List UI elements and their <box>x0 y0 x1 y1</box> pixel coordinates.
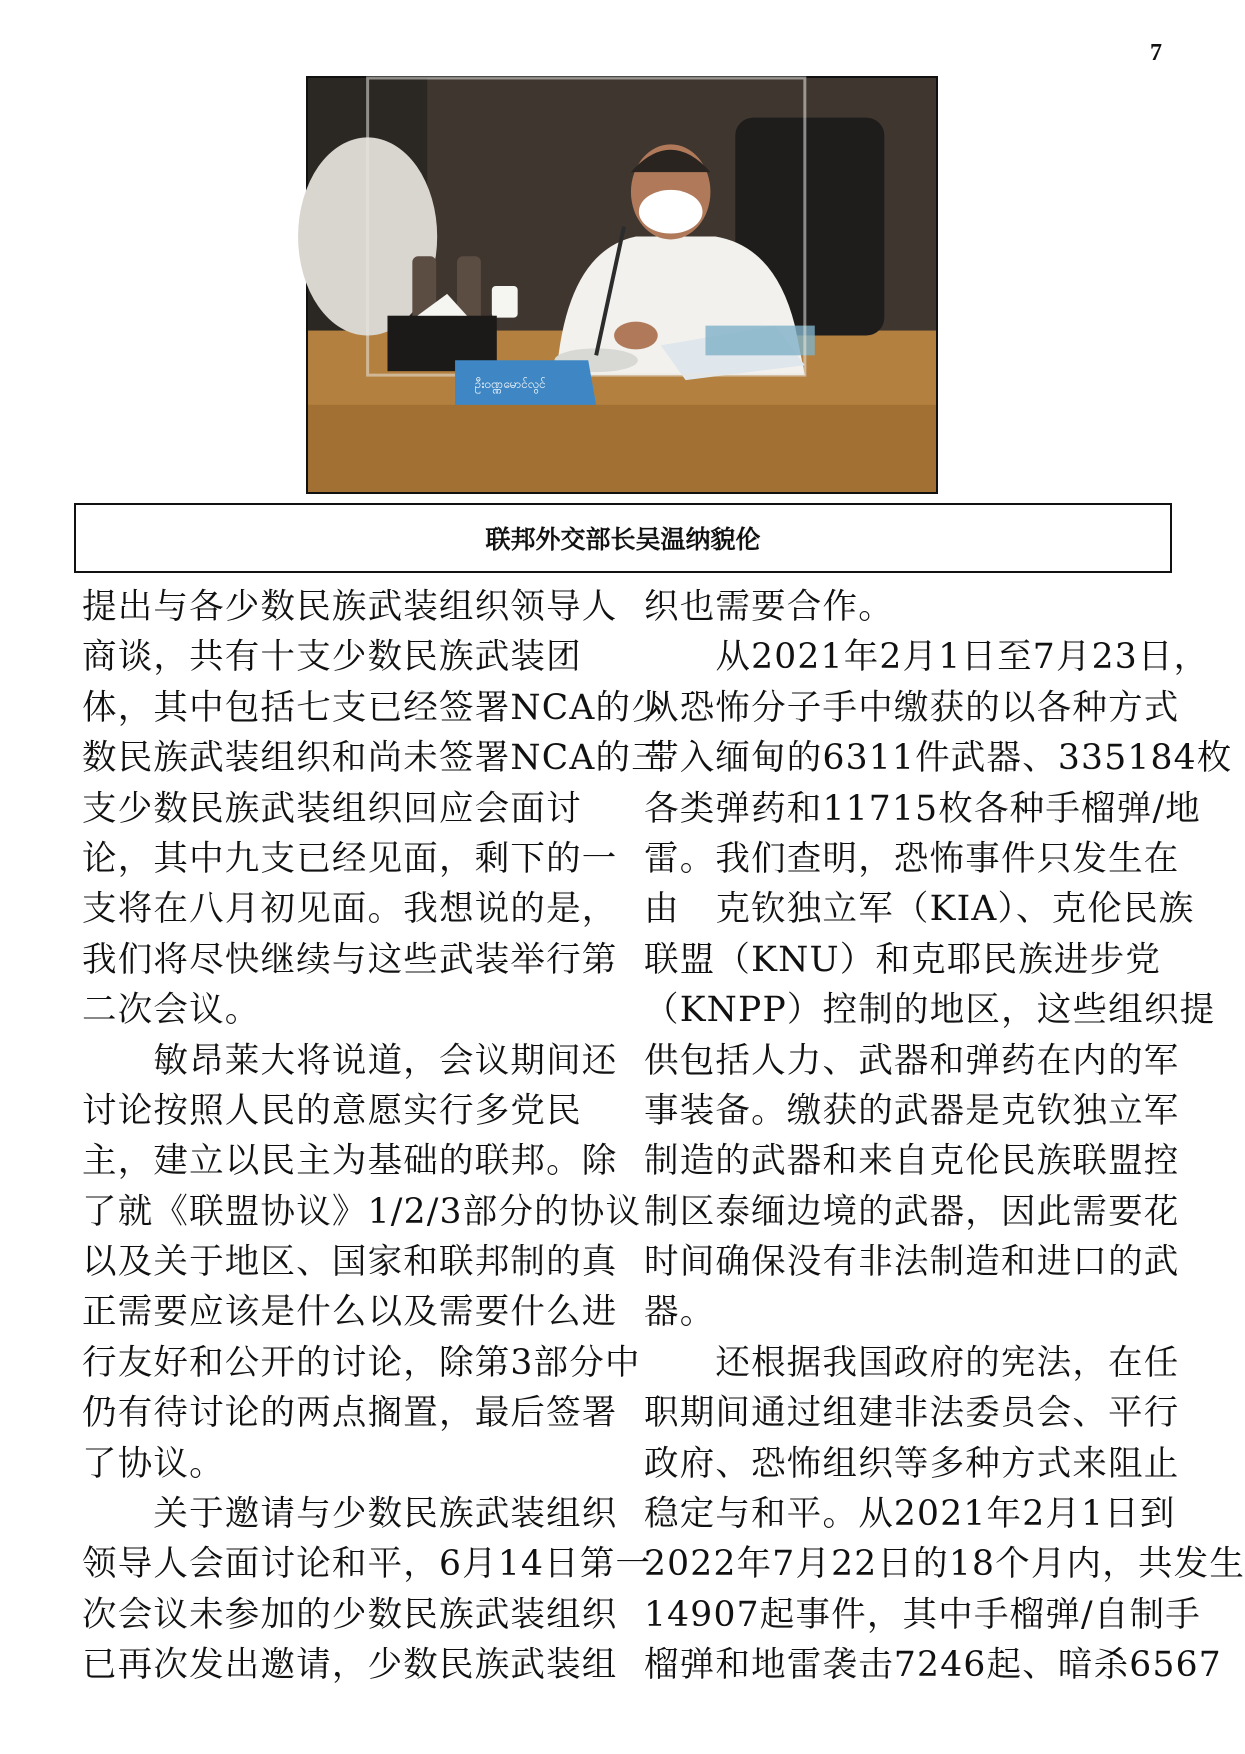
text-line: 从2021年2月1日至7月23日， <box>644 637 1210 678</box>
text-line: 仍有待讨论的两点搁置，最后签署 <box>82 1393 618 1434</box>
text-line: 了协议。 <box>82 1443 225 1484</box>
text-line: 供包括人力、武器和弹药在内的军 <box>644 1040 1180 1081</box>
text-line: （KNPP）控制的地区，这些组织提 <box>644 990 1216 1031</box>
table-grain <box>308 405 936 492</box>
text-line: 体，其中包括七支已经签署NCA的少 <box>82 687 667 728</box>
nameplate-text: ဦးဝဏ္ဏမောင်လွင် <box>474 377 546 391</box>
photo-foreign-minister <box>306 76 938 494</box>
text-line: 14907起事件，其中手榴弹/自制手 <box>644 1594 1201 1635</box>
text-line: 时间确保没有非法制造和进口的武 <box>644 1242 1180 1283</box>
text-line: 还根据我国政府的宪法，在任 <box>644 1342 1180 1383</box>
left-column <box>82 582 667 1691</box>
text-line: 了就《联盟协议》1/2/3部分的协议 <box>82 1191 642 1232</box>
text-line: 支将在八月初见面。我想说的是， <box>82 889 618 930</box>
folders <box>705 326 814 356</box>
text-line: 二次会议。 <box>82 990 261 1031</box>
text-line: 已再次发出邀请，少数民族武装组 <box>82 1645 618 1686</box>
text-line: 提出与各少数民族武装组织领导人 <box>82 587 618 627</box>
text-line: 讨论按照人民的意愿实行多党民 <box>82 1090 582 1131</box>
text-line: 政府、恐怖组织等多种方式来阻止 <box>644 1443 1180 1484</box>
photo-caption: 联邦外交部长吴温纳貌伦 <box>74 503 1172 573</box>
text-line: 我们将尽快继续与这些武装举行第 <box>82 939 618 980</box>
text-line: 支少数民族武装组织回应会面讨 <box>82 788 582 829</box>
face-mask <box>639 190 703 234</box>
text-line: 正需要应该是什么以及需要什么进 <box>82 1292 618 1333</box>
text-line: 稳定与和平。从2021年2月1日到 <box>644 1494 1176 1535</box>
text-line: 主，建立以民主为基础的联邦。除 <box>82 1141 618 1182</box>
text-line: 次会议未参加的少数民族武装组织 <box>82 1594 618 1635</box>
tea-cup <box>492 286 518 318</box>
text-line: 论，其中九支已经见面，剩下的一 <box>82 838 618 879</box>
right-column <box>644 582 1245 1691</box>
text-line: 行友好和公开的讨论，除第3部分中 <box>82 1342 641 1383</box>
page-number: 7 <box>1150 40 1162 66</box>
text-line: 器。 <box>644 1292 716 1333</box>
text-line: 数民族武装组织和尚未签署NCA的三 <box>82 738 667 779</box>
text-line: 织也需要合作。 <box>644 587 894 627</box>
text-line: 商谈，共有十支少数民族武装团 <box>82 637 582 678</box>
text-line: 榴弹和地雷袭击7246起、暗杀6567 <box>644 1645 1222 1686</box>
text-line: 从恐怖分子手中缴获的以各种方式 <box>644 687 1180 728</box>
text-line: 2022年7月22日的18个月内，共发生 <box>644 1544 1245 1585</box>
text-line: 职期间通过组建非法委员会、平行 <box>644 1393 1180 1434</box>
man-hand <box>614 322 658 350</box>
text-line: 带入缅甸的6311件武器、335184枚 <box>644 738 1233 779</box>
text-line: 制区泰缅边境的武器，因此需要花 <box>644 1191 1180 1232</box>
text-line: 各类弹药和11715枚各种手榴弹/地 <box>644 788 1201 829</box>
photo-illustration <box>308 78 936 492</box>
text-line: 事装备。缴获的武器是克钦独立军 <box>644 1090 1180 1131</box>
text-line: 联盟（KNU）和克耶民族进步党 <box>644 939 1162 980</box>
text-line: 关于邀请与少数民族武装组织 <box>82 1494 618 1535</box>
text-line: 雷。我们查明，恐怖事件只发生在 <box>644 838 1180 879</box>
text-line: 以及关于地区、国家和联邦制的真 <box>82 1242 618 1283</box>
text-line: 领导人会面讨论和平，6月14日第一 <box>82 1544 652 1585</box>
text-line: 制造的武器和来自克伦民族联盟控 <box>644 1141 1180 1182</box>
text-line: 敏昂莱大将说道，会议期间还 <box>82 1040 618 1081</box>
text-line: 由 克钦独立军（KIA）、克伦民族 <box>644 889 1195 930</box>
